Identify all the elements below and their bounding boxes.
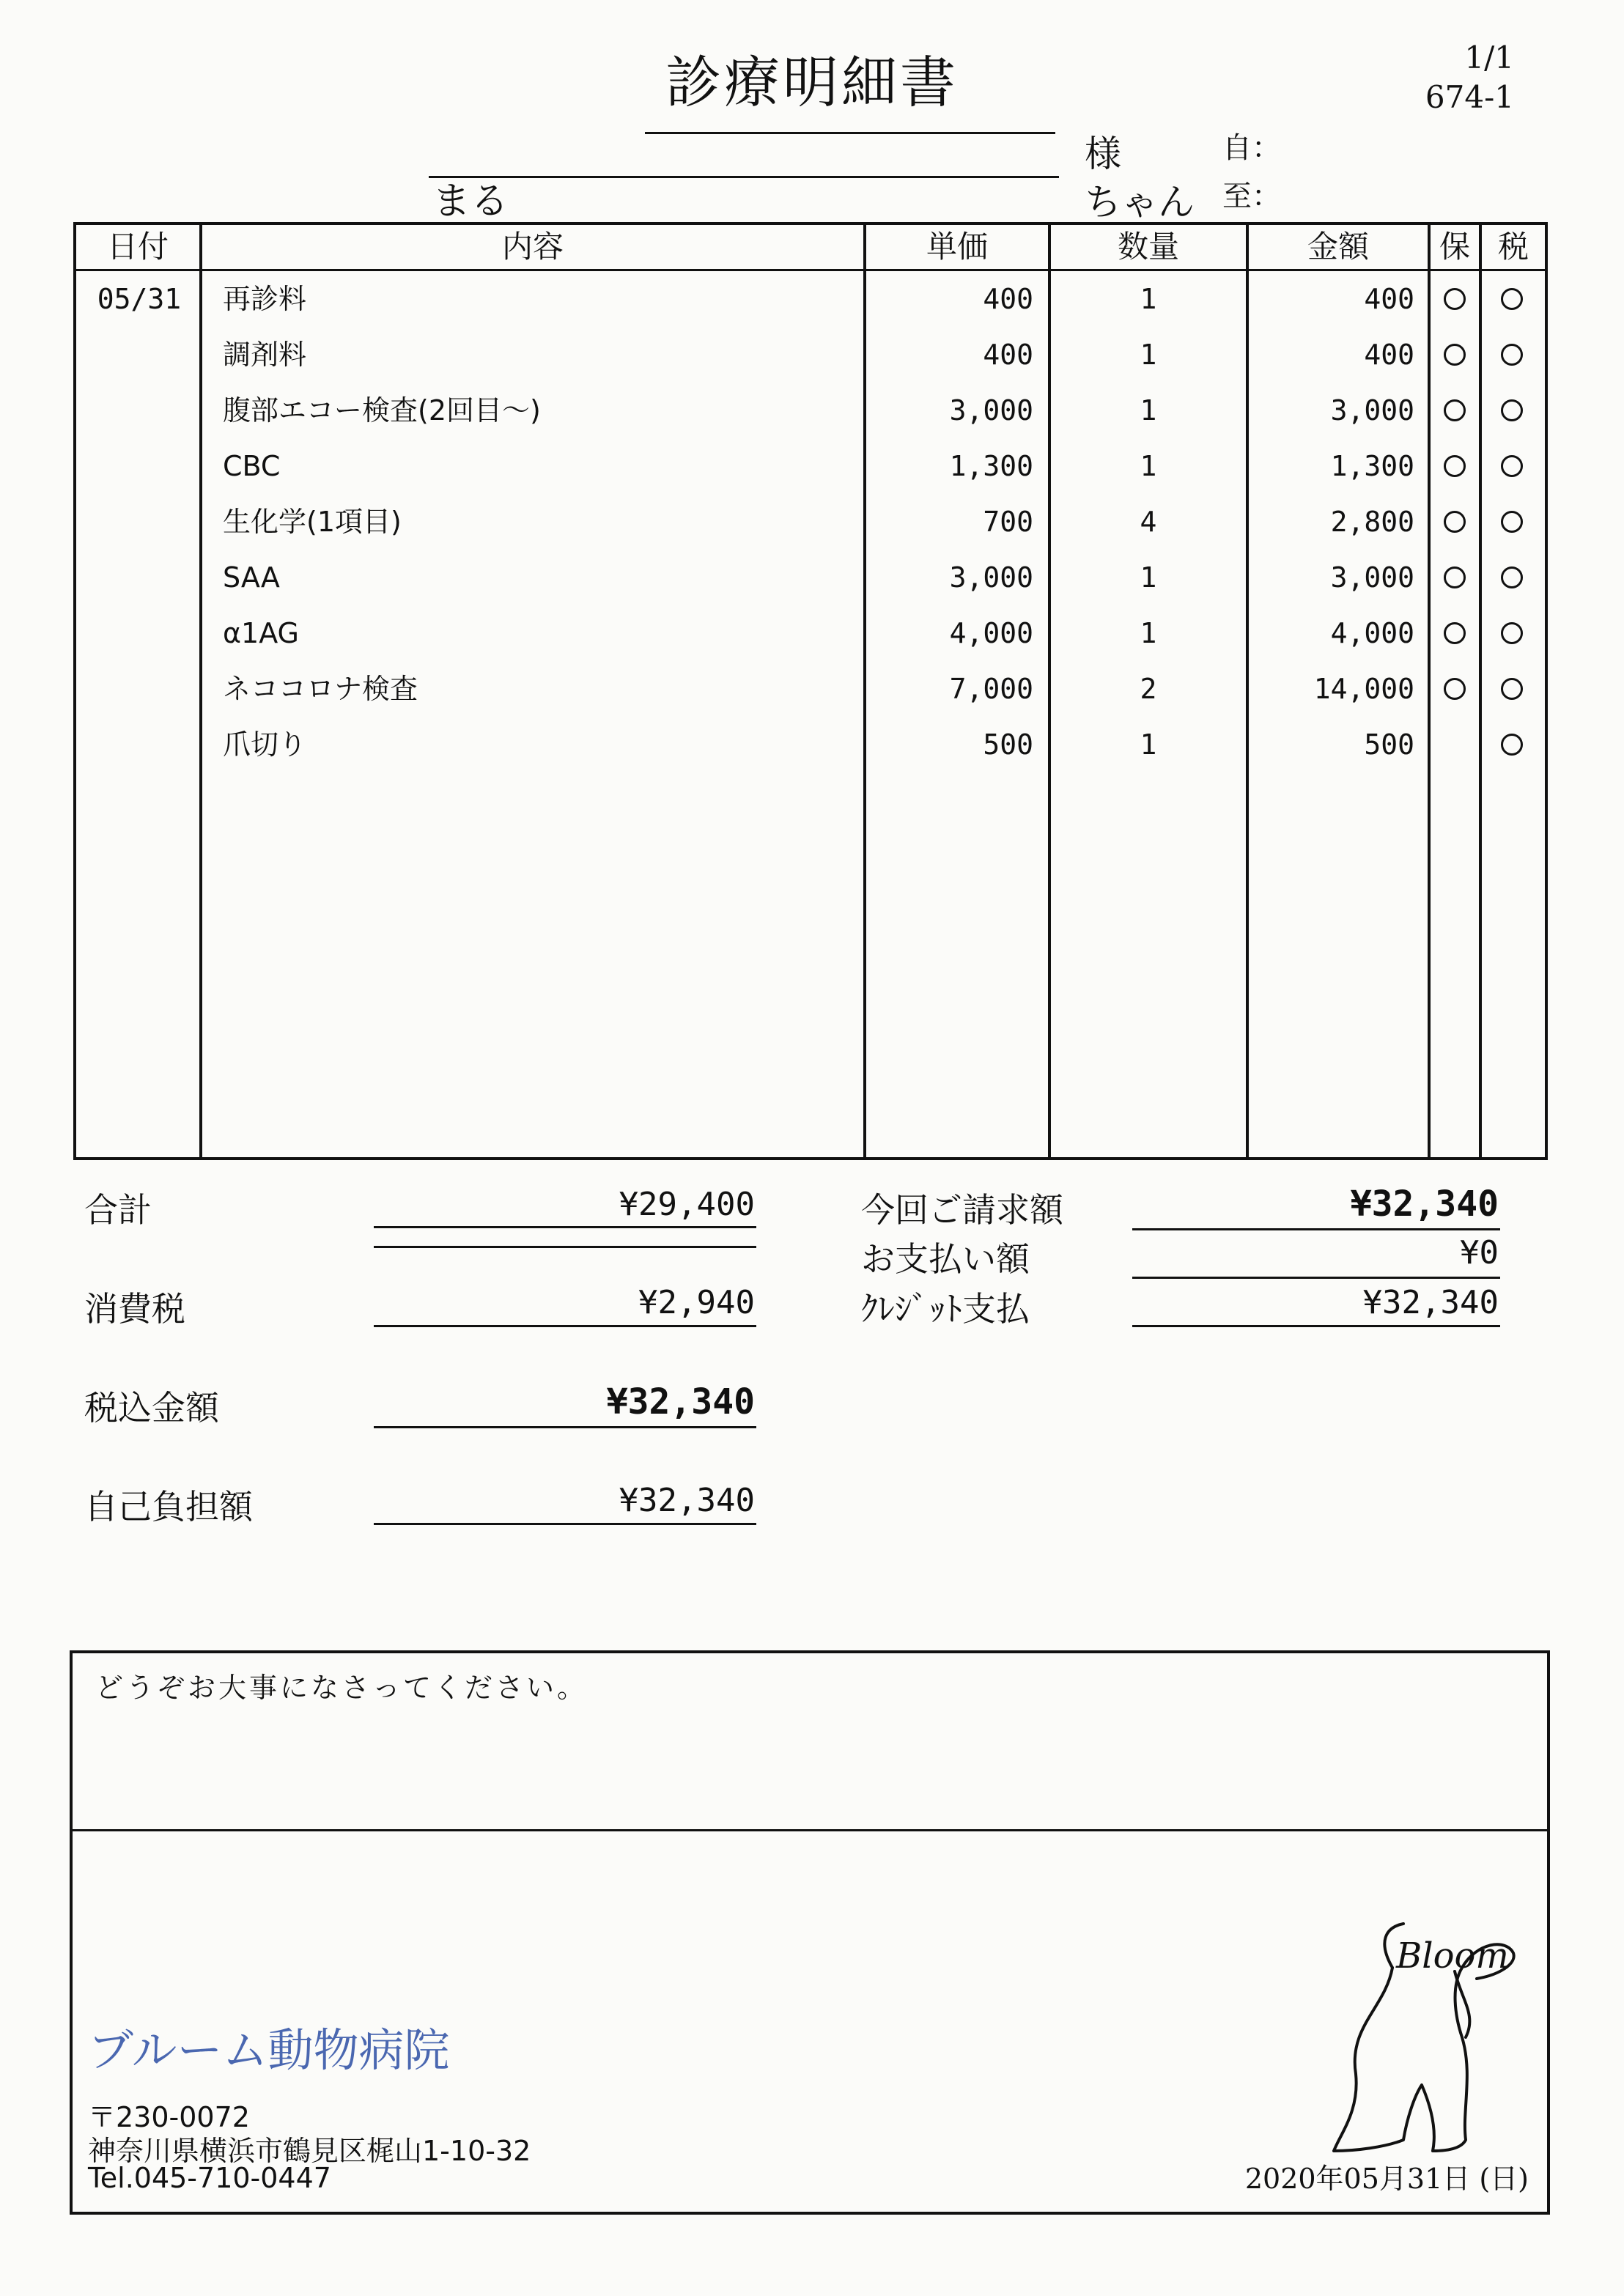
tax-value: ¥2,940 xyxy=(638,1284,755,1321)
pet-suffix: ちゃん xyxy=(1085,181,1195,224)
tax-mark xyxy=(1501,734,1523,756)
page-info xyxy=(1425,38,1514,117)
billed-label: 今回ご請求額 xyxy=(861,1190,1063,1230)
col-unit-price: 単価 xyxy=(926,229,988,265)
table-row xyxy=(76,328,1545,382)
item-amount: 500 xyxy=(1364,728,1414,761)
insurance-mark xyxy=(1444,511,1466,533)
tax-mark xyxy=(1501,344,1523,366)
item-quantity: 1 xyxy=(1140,561,1157,594)
table-row xyxy=(76,662,1545,716)
credit-underline xyxy=(1132,1325,1500,1327)
col-amount: 金額 xyxy=(1307,229,1369,265)
paid-underline xyxy=(1132,1277,1500,1279)
item-amount: 400 xyxy=(1364,339,1414,371)
paid-value: ¥0 xyxy=(1460,1234,1499,1271)
item-quantity: 1 xyxy=(1140,450,1157,482)
item-unit-price: 400 xyxy=(983,283,1033,315)
table-row xyxy=(76,717,1545,772)
col-content: 内容 xyxy=(501,229,564,265)
tax-label: 消費税 xyxy=(84,1289,185,1329)
col-date: 日付 xyxy=(106,229,169,265)
tax-mark xyxy=(1501,511,1523,533)
subtotal-label: 合計 xyxy=(84,1190,152,1230)
item-amount: 4,000 xyxy=(1330,617,1414,649)
clinic-address: 神奈川県横浜市鶴見区梶山1-10-32 xyxy=(88,2135,531,2167)
insurance-mark xyxy=(1444,455,1466,477)
item-unit-price: 4,000 xyxy=(949,617,1033,649)
self-pay-label: 自己負担額 xyxy=(84,1487,253,1527)
item-amount: 2,800 xyxy=(1330,506,1414,538)
item-unit-price: 1,300 xyxy=(949,450,1033,482)
tax-mark xyxy=(1501,566,1523,588)
col-insurance: 保 xyxy=(1439,229,1470,265)
document-number: 674-1 xyxy=(1425,79,1514,115)
item-amount: 400 xyxy=(1364,283,1414,315)
col-tax: 税 xyxy=(1497,229,1529,265)
item-name: ネココロナ検査 xyxy=(223,673,418,705)
billed-underline xyxy=(1132,1228,1500,1230)
item-amount: 3,000 xyxy=(1330,561,1414,594)
insurance-mark xyxy=(1444,399,1466,421)
owner-suffix: 様 xyxy=(1085,133,1121,175)
table-row xyxy=(76,272,1545,326)
total-underline xyxy=(374,1426,756,1428)
item-name: 再診料 xyxy=(223,283,307,315)
item-quantity: 2 xyxy=(1140,673,1157,705)
tax-mark xyxy=(1501,399,1523,421)
footer-divider xyxy=(73,1829,1547,1831)
item-name: 腹部エコー検査(2回目～) xyxy=(223,394,541,427)
insurance-mark xyxy=(1444,678,1466,700)
table-row xyxy=(76,606,1545,660)
self-pay-value: ¥32,340 xyxy=(619,1482,755,1519)
subtotal-underline xyxy=(374,1226,756,1228)
item-name: 生化学(1項目) xyxy=(223,506,402,538)
insurance-mark xyxy=(1444,288,1466,310)
page-number: 1/1 xyxy=(1464,40,1514,75)
tax-mark xyxy=(1501,622,1523,644)
item-amount: 14,000 xyxy=(1313,673,1414,705)
table-row xyxy=(76,550,1545,605)
item-quantity: 1 xyxy=(1140,728,1157,761)
paid-label: お支払い額 xyxy=(861,1239,1030,1279)
from-label: 自： xyxy=(1222,131,1281,165)
clinic-name: ブルーム動物病院 xyxy=(88,2023,450,2077)
table-row xyxy=(76,439,1545,493)
issue-date: 2020年05月31日 (日) xyxy=(1244,2163,1529,2195)
tax-underline xyxy=(374,1325,756,1327)
item-quantity: 1 xyxy=(1140,283,1157,315)
item-unit-price: 500 xyxy=(983,728,1033,761)
table-row xyxy=(76,383,1545,438)
item-amount: 1,300 xyxy=(1330,450,1414,482)
item-name: 調剤料 xyxy=(223,339,307,371)
pet-name-line xyxy=(429,176,1059,178)
owner-name-line xyxy=(645,132,1055,134)
item-unit-price: 3,000 xyxy=(949,394,1033,427)
item-quantity: 1 xyxy=(1140,394,1157,427)
clinic-postal: 〒230-0072 xyxy=(88,2101,250,2133)
self-pay-underline xyxy=(374,1523,756,1525)
item-unit-price: 3,000 xyxy=(949,561,1033,594)
credit-label: ｸﾚｼﾞｯﾄ支払 xyxy=(861,1289,1030,1329)
col-quantity: 数量 xyxy=(1117,229,1179,265)
item-unit-price: 700 xyxy=(983,506,1033,538)
table-row xyxy=(76,495,1545,549)
to-label: 至： xyxy=(1222,180,1281,213)
subtotal-underline-2 xyxy=(374,1246,756,1248)
clinic-logo-dog xyxy=(1304,1898,1532,2177)
item-quantity: 1 xyxy=(1140,617,1157,649)
closing-message: どうぞお大事になさってください。 xyxy=(95,1672,588,1704)
item-unit-price: 400 xyxy=(983,339,1033,371)
clinic-tel: Tel.045-710-0447 xyxy=(88,2162,331,2194)
item-name: SAA xyxy=(223,561,280,594)
insurance-mark xyxy=(1444,622,1466,644)
insurance-mark xyxy=(1444,566,1466,588)
insurance-mark xyxy=(1444,344,1466,366)
item-name: CBC xyxy=(223,450,281,482)
tax-mark xyxy=(1501,678,1523,700)
item-quantity: 1 xyxy=(1140,339,1157,371)
logo-text: Bloom xyxy=(1396,1935,1509,1976)
item-name: α1AG xyxy=(223,617,299,649)
item-unit-price: 7,000 xyxy=(949,673,1033,705)
tax-mark xyxy=(1501,455,1523,477)
items-table xyxy=(73,222,1548,1160)
total-label: 税込金額 xyxy=(84,1388,219,1428)
billed-value: ¥32,340 xyxy=(1350,1184,1499,1225)
document-title: 診療明細書 xyxy=(665,50,959,115)
visit-date: 05/31 xyxy=(97,283,182,315)
pet-name: まる xyxy=(432,180,509,224)
item-quantity: 4 xyxy=(1140,506,1157,538)
credit-value: ¥32,340 xyxy=(1362,1284,1499,1321)
item-amount: 3,000 xyxy=(1330,394,1414,427)
subtotal-value: ¥29,400 xyxy=(619,1186,755,1223)
tax-mark xyxy=(1501,288,1523,310)
total-value: ¥32,340 xyxy=(606,1381,755,1422)
item-name: 爪切り xyxy=(223,728,307,761)
